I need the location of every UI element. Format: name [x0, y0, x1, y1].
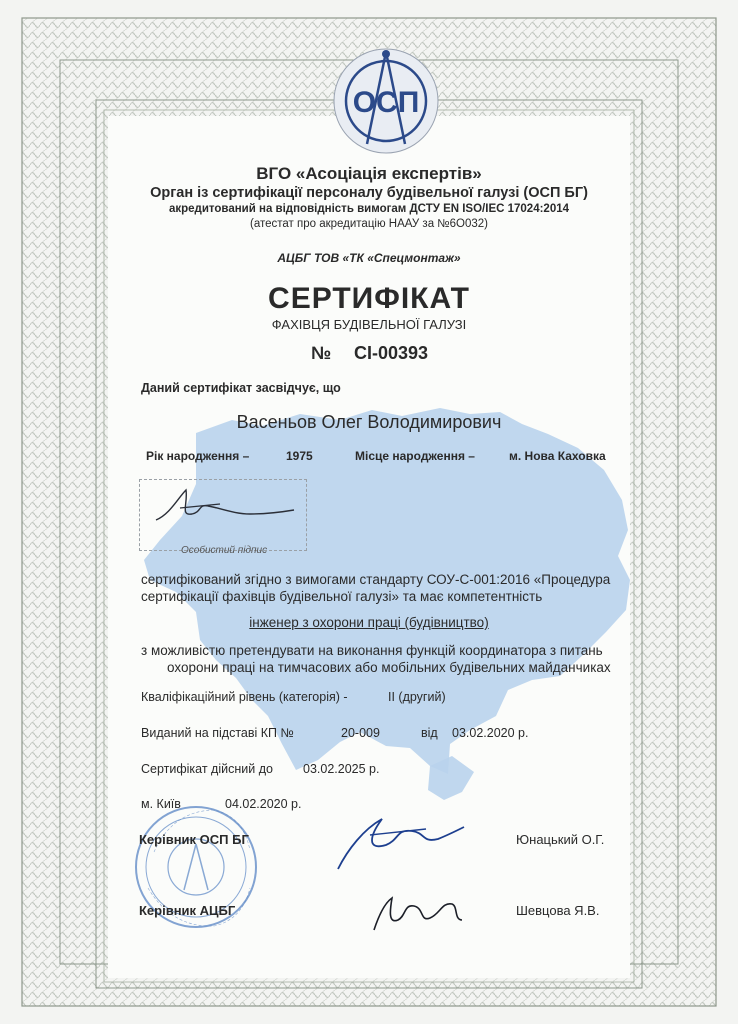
certification-center: АЦБГ ТОВ «ТК «Спецмонтаж»: [277, 251, 461, 265]
qualification-value: II (другий): [388, 690, 446, 704]
certification-text-1: сертифікований згідно з вимогами стандарту СОУ-С-001:2016 «Процедура: [141, 572, 611, 587]
kp-date: 03.02.2020 р.: [452, 726, 529, 740]
head-acbg-signature: [368, 890, 468, 936]
qualification-label: Кваліфікаційний рівень (категорія) -: [141, 690, 348, 704]
valid-until-date: 03.02.2025 р.: [303, 762, 380, 776]
birth-place-label: Місце народження –: [355, 449, 475, 463]
head-osp-signature: [330, 805, 470, 875]
function-text-1: з можливістю претендувати на виконання функцій координатора з питань: [141, 643, 603, 658]
head-acbg-name: Шевцова Я.В.: [516, 903, 600, 918]
head-acbg-label: Керівник АЦБГ: [139, 903, 236, 918]
certificate-subtitle: ФАХІВЦЯ БУДІВЕЛЬНОЇ ГАЛУЗІ: [271, 317, 467, 332]
official-stamp: [132, 792, 260, 942]
number-label: №: [311, 343, 332, 363]
function-text-2: охорони праці на тимчасових або мобільних будівельних майданчиках: [167, 660, 611, 675]
birth-place: м. Нова Каховка: [509, 449, 606, 463]
competence: інженер з охорони праці (будівництво): [249, 615, 489, 630]
attestat-line: (атестат про акредитацію НААУ за №6О032): [249, 218, 488, 230]
birth-year: 1975: [286, 449, 313, 463]
signature-caption: Особистий підпис: [181, 545, 268, 556]
kp-number: 20-009: [341, 726, 380, 740]
org-body: Орган із сертифікації персоналу будівельної галузі (ОСП БГ): [150, 185, 588, 201]
osp-logo: [331, 46, 441, 156]
valid-until-label: Сертифікат дійсний до: [141, 762, 273, 776]
org-name: ВГО «Асоціація експертів»: [256, 164, 482, 183]
logo-text: ОСП: [352, 86, 420, 119]
birth-year-label: Рік народження –: [146, 449, 250, 463]
certification-text-2: сертифікації фахівців будівельної галузі» та має компетентність: [141, 589, 543, 604]
intro-text: Даний сертифікат засвідчує, що: [141, 381, 341, 395]
head-osp-name: Юнацький О.Г.: [516, 832, 605, 847]
personal-signature: [150, 484, 300, 534]
from-label: від: [421, 726, 438, 740]
issued-basis-label: Виданий на підставі КП №: [141, 726, 294, 740]
head-osp-label: Керівник ОСП БГ: [139, 832, 249, 847]
issue-city: м. Київ: [141, 797, 181, 811]
holder-name: Васеньов Олег Володимирович: [236, 412, 502, 432]
issue-date: 04.02.2020 р.: [225, 797, 302, 811]
certificate-title: СЕРТИФІКАТ: [268, 282, 470, 315]
accreditation-line: акредитований на відповідність вимогам ДСТУ EN ISO/IEC 17024:2014: [168, 203, 570, 215]
certificate-number: СІ-00393: [354, 343, 429, 363]
